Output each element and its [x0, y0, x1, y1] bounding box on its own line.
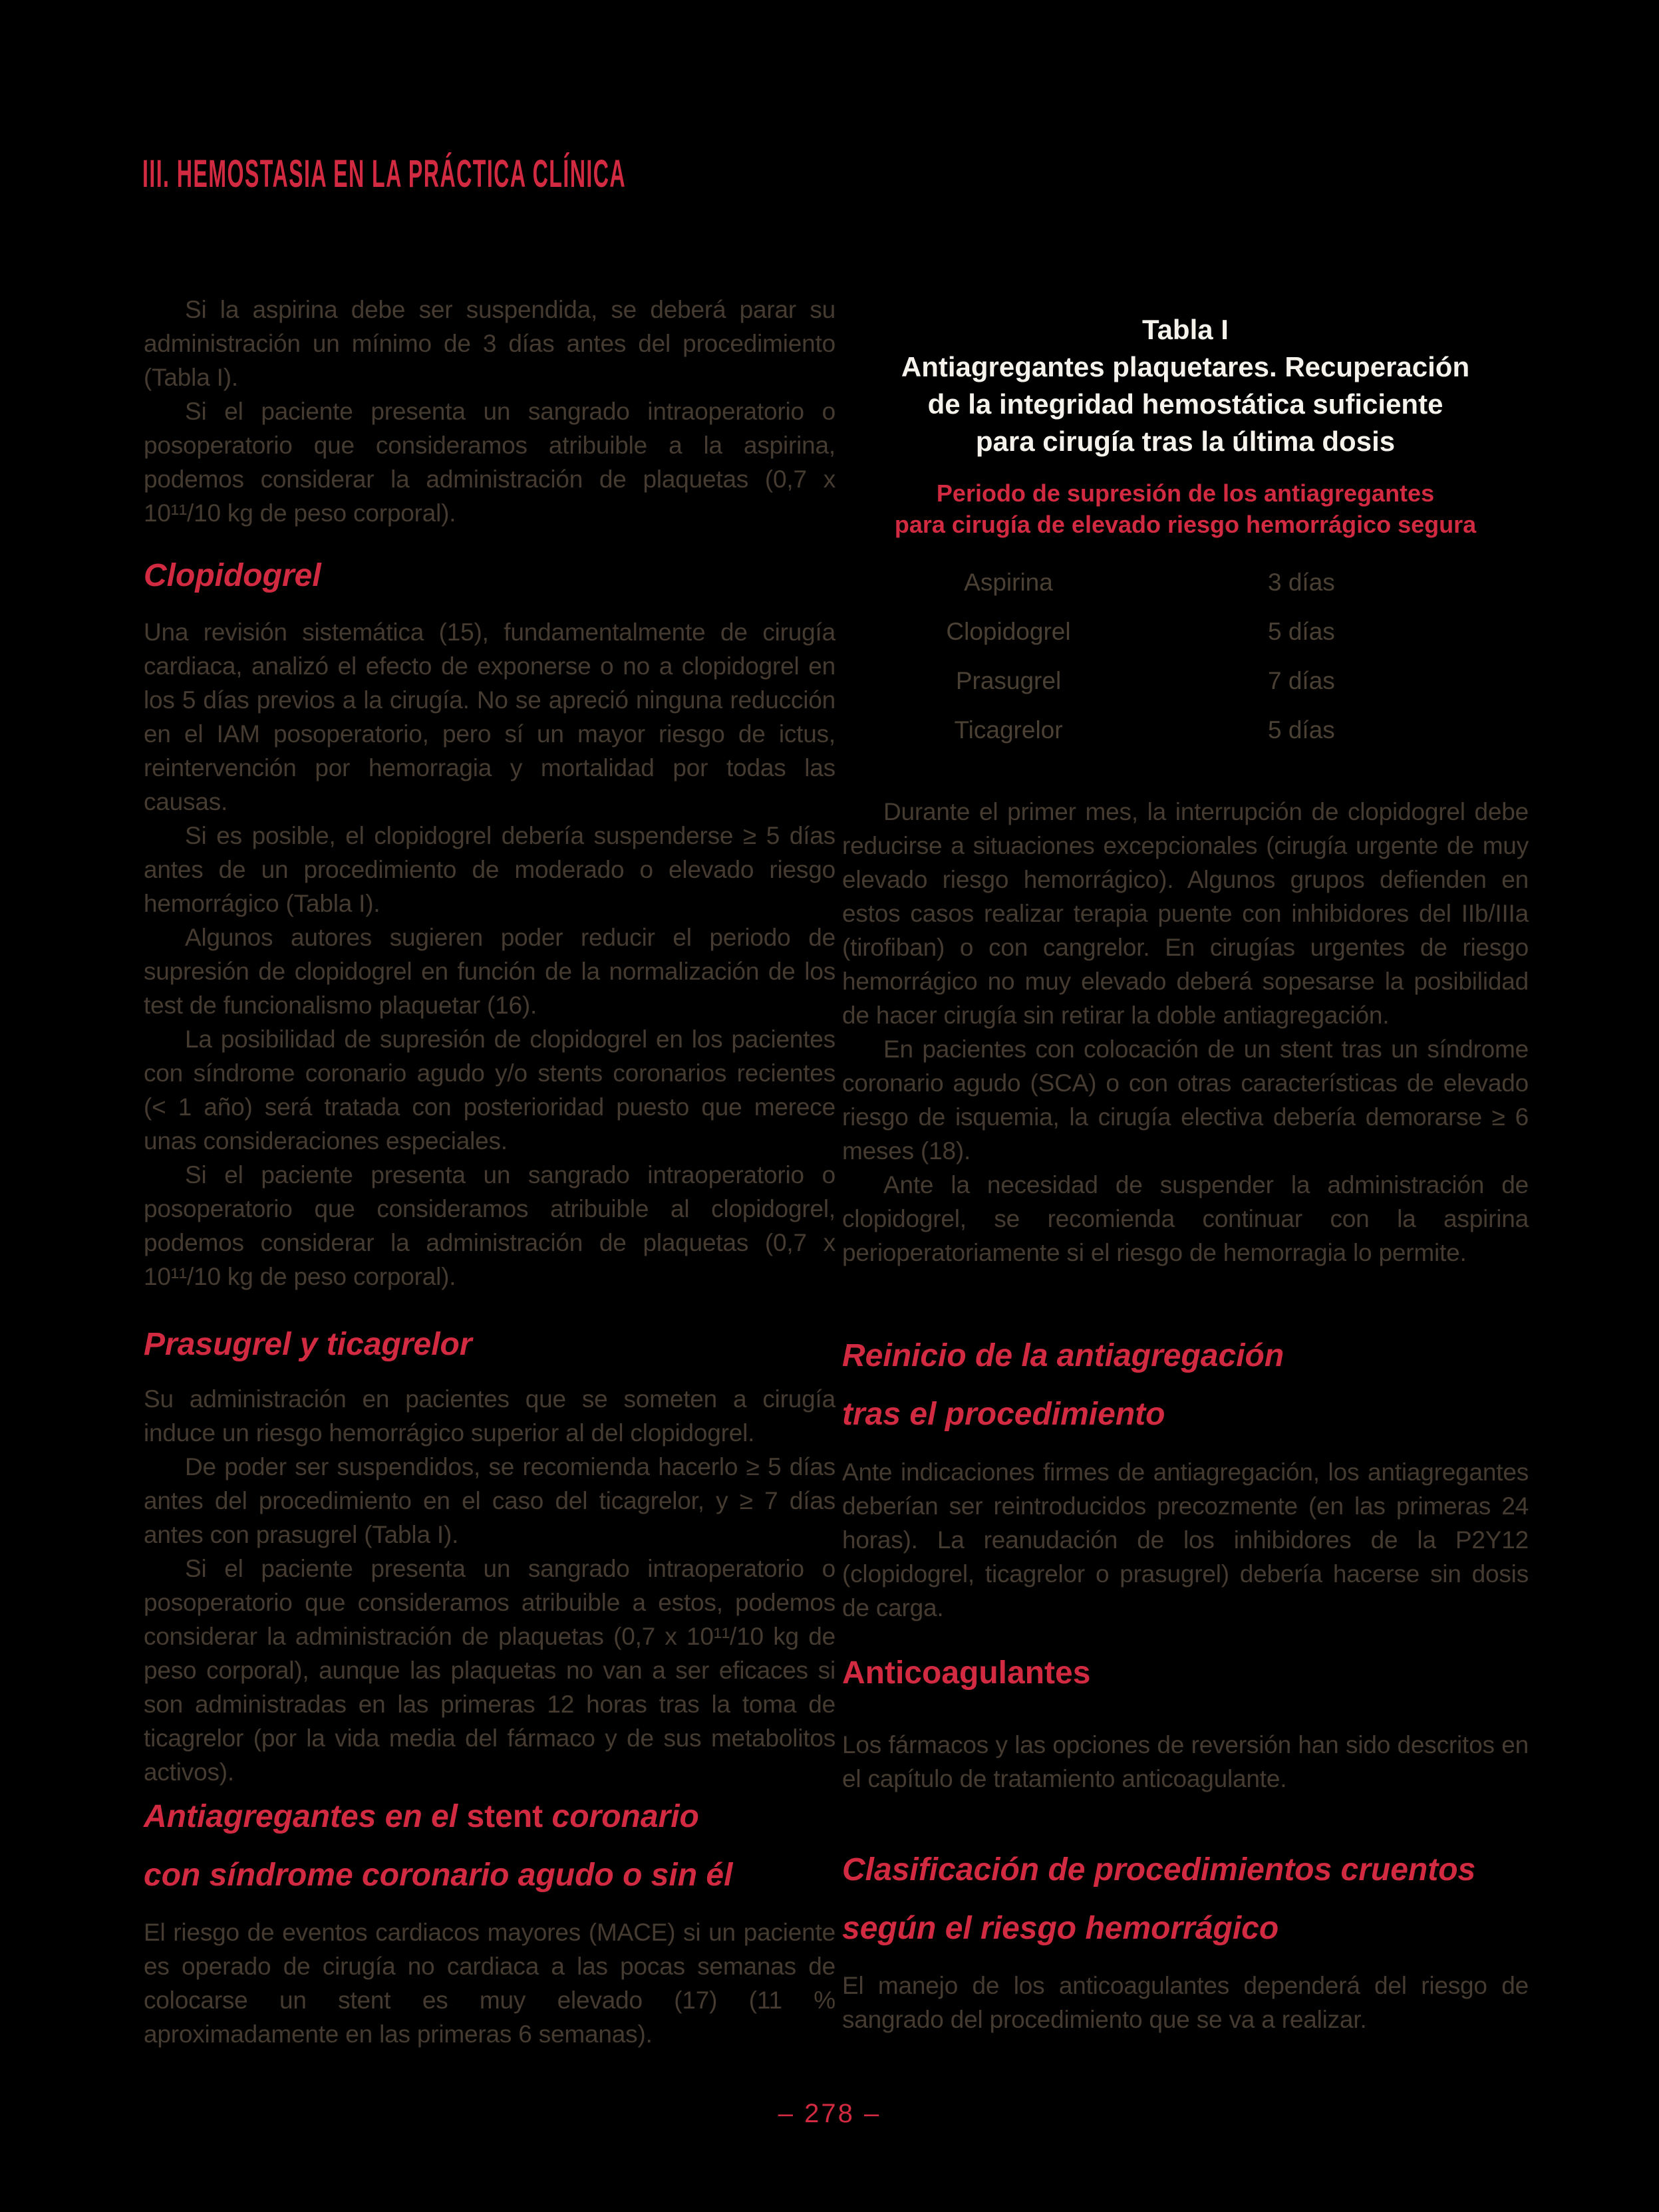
section-heading-reinicio: [842, 1327, 1284, 1444]
heading-text: con síndrome coronario agudo o sin él: [144, 1858, 733, 1893]
paragraph: Una revisión sistemática (15), fundamentalmente de cirugía cardiaca, analizó el efecto de exponerse o no a clopidogrel en los 5 días previos a la cirugía. No se apreció ninguna reducción en el IAM posoperatorio, pero sí un mayor riesgo de ictus, reintervención por hemorragia y mortalidad por todas las causas.: [144, 619, 835, 815]
anticoagulantes-block: [842, 1728, 1529, 1796]
paragraph: La posibilidad de supresión de clopidogrel en los pacientes con síndrome coronario agudo y/o stents coronarios recientes (< 1 año) será tratada con posterioridad puesto que merece unas consideraciones especiales.: [144, 1026, 835, 1155]
drug-name-cell: Clopidogrel: [946, 618, 1071, 645]
section-heading-clopidogrel: Clopidogrel: [144, 558, 321, 593]
drug-name-cell: Ticagrelor: [954, 716, 1063, 744]
paragraph: Los fármacos y las opciones de reversión han sido descritos en el capítulo de tratamiento anticoagulante.: [842, 1731, 1529, 1792]
paragraph: Ante la necesidad de suspender la administración de clopidogrel, se recomienda continuar con la aspirina perioperatoriamente si el riesgo de hemorragia lo permite.: [842, 1171, 1529, 1266]
clasificacion-block: [842, 1969, 1529, 2036]
paragraph: Ante indicaciones firmes de antiagregación, los antiagregantes deberían ser reintroducidos precozmente (en las primeras 24 horas). La reanudación de los inhibidores de la P2Y12 (clopidogrel, ticagrelor o prasugrel) debería hacerse sin dosis de carga.: [842, 1458, 1529, 1621]
table-subtitle: [842, 478, 1529, 540]
days-value-cell: 7 días: [1268, 667, 1335, 694]
right-body-block-1: [842, 795, 1529, 1270]
table-subtitle-line: para cirugía de elevado riesgo hemorrágico segura: [894, 511, 1477, 538]
table-row: [842, 615, 1529, 664]
heading-text-stent: stent: [466, 1799, 543, 1834]
days-value-cell: 3 días: [1268, 569, 1335, 596]
section-heading-anticoagulantes: Anticoagulantes: [842, 1655, 1091, 1691]
paragraph: En pacientes con colocación de un stent tras un síndrome coronario agudo (SCA) o con otras características de elevado riesgo de isquemia, la cirugía electiva debería demorarse ≥ 6 meses (18).: [842, 1036, 1529, 1165]
left-intro-block: [144, 293, 835, 530]
days-value-cell: 5 días: [1268, 716, 1335, 744]
paragraph: Si la aspirina debe ser suspendida, se deberá parar su administración un mínimo de 3 días antes del procedimiento (Tabla I).: [144, 296, 835, 391]
page-number: – 278 –: [778, 2099, 881, 2128]
table-title: [842, 311, 1529, 460]
antiplatelet-table: [842, 565, 1529, 762]
table-title-line: Tabla I: [1142, 314, 1229, 345]
heading-text: según el riesgo hemorrágico: [842, 1911, 1279, 1946]
section-heading-stent: [144, 1788, 732, 1905]
table-row: [842, 713, 1529, 762]
heading-text: Antiagregantes en el: [144, 1799, 467, 1834]
drug-name-cell: Aspirina: [964, 569, 1053, 596]
heading-text: Reinicio de la antiagregación: [842, 1338, 1284, 1373]
paragraph: Algunos autores sugieren poder reducir el periodo de supresión de clopidogrel en función de la normalización de los test de funcionalismo plaquetar (16).: [144, 924, 835, 1019]
prasugrel-ticagrelor-block: [144, 1382, 835, 1789]
table-title-line: para cirugía tras la última dosis: [975, 426, 1396, 457]
table-title-line: de la integridad hemostática suficiente: [927, 388, 1443, 420]
drug-name-cell: Prasugrel: [955, 667, 1062, 694]
table-subtitle-line: Periodo de supresión de los antiagregantes: [936, 480, 1435, 507]
paragraph: Si el paciente presenta un sangrado intraoperatorio o posoperatorio que consideramos atribuible a estos, podemos considerar la administración de plaquetas (0,7 x 10¹¹/10 kg de peso corporal), aunque las plaquetas no van a ser eficaces si son administradas en las primeras 12 horas tras la toma de ticagrelor (por la vida media del fármaco y de sus metabolitos activos).: [144, 1555, 835, 1786]
paragraph: Si es posible, el clopidogrel debería suspenderse ≥ 5 días antes de un procedimiento de moderado o elevado riesgo hemorrágico (Tabla I).: [144, 822, 835, 917]
paragraph: El riesgo de eventos cardiacos mayores (MACE) si un paciente es operado de cirugía no cardiaca a las pocas semanas de colocarse un stent es muy elevado (17) (11 % aproximadamente en las primeras 6 semanas).: [144, 1919, 835, 2048]
paragraph: El manejo de los anticoagulantes dependerá del riesgo de sangrado del procedimiento que se va a realizar.: [842, 1972, 1529, 2033]
days-value-cell: 5 días: [1268, 618, 1335, 645]
section-heading-clasificacion: [842, 1841, 1475, 1958]
stent-block: [144, 1915, 835, 2051]
clopidogrel-block: [144, 615, 835, 1294]
section-heading-prasugrel-ticagrelor: Prasugrel y ticagrelor: [144, 1327, 472, 1362]
heading-text: Clasificación de procedimientos cruentos: [842, 1852, 1476, 1887]
running-head: III. HEMOSTASIA EN LA PRÁCTICA CLÍNICA: [142, 151, 627, 196]
paragraph: De poder ser suspendidos, se recomienda hacerlo ≥ 5 días antes del procedimiento en el caso del ticagrelor, y ≥ 7 días antes con prasugrel (Tabla I).: [144, 1453, 835, 1548]
heading-text: tras el procedimiento: [842, 1397, 1165, 1432]
heading-text: coronario: [543, 1799, 699, 1834]
table-title-line: Antiagregantes plaquetares. Recuperación: [901, 351, 1470, 382]
paragraph: Si el paciente presenta un sangrado intraoperatorio o posoperatorio que consideramos atribuible al clopidogrel, podemos considerar la administración de plaquetas (0,7 x 10¹¹/10 kg de peso corporal).: [144, 1161, 835, 1290]
reinicio-block: [842, 1455, 1529, 1625]
paragraph: Su administración en pacientes que se someten a cirugía induce un riesgo hemorrágico superior al del clopidogrel.: [144, 1385, 835, 1447]
table-row: [842, 664, 1529, 713]
table-row: [842, 565, 1529, 615]
paragraph: Si el paciente presenta un sangrado intraoperatorio o posoperatorio que consideramos atribuible a la aspirina, podemos considerar la administración de plaquetas (0,7 x 10¹¹/10 kg de peso corporal).: [144, 398, 835, 527]
paragraph: Durante el primer mes, la interrupción de clopidogrel debe reducirse a situaciones excepcionales (cirugía urgente de muy elevado riesgo hemorrágico). Algunos grupos defienden en estos casos realizar terapia puente con inhibidores del IIb/IIIa (tirofiban) o con cangrelor. En cirugías urgentes de riesgo hemorrágico no muy elevado deberá sopesarse la posibilidad de hacer cirugía sin retirar la doble antiagregación.: [842, 798, 1529, 1029]
